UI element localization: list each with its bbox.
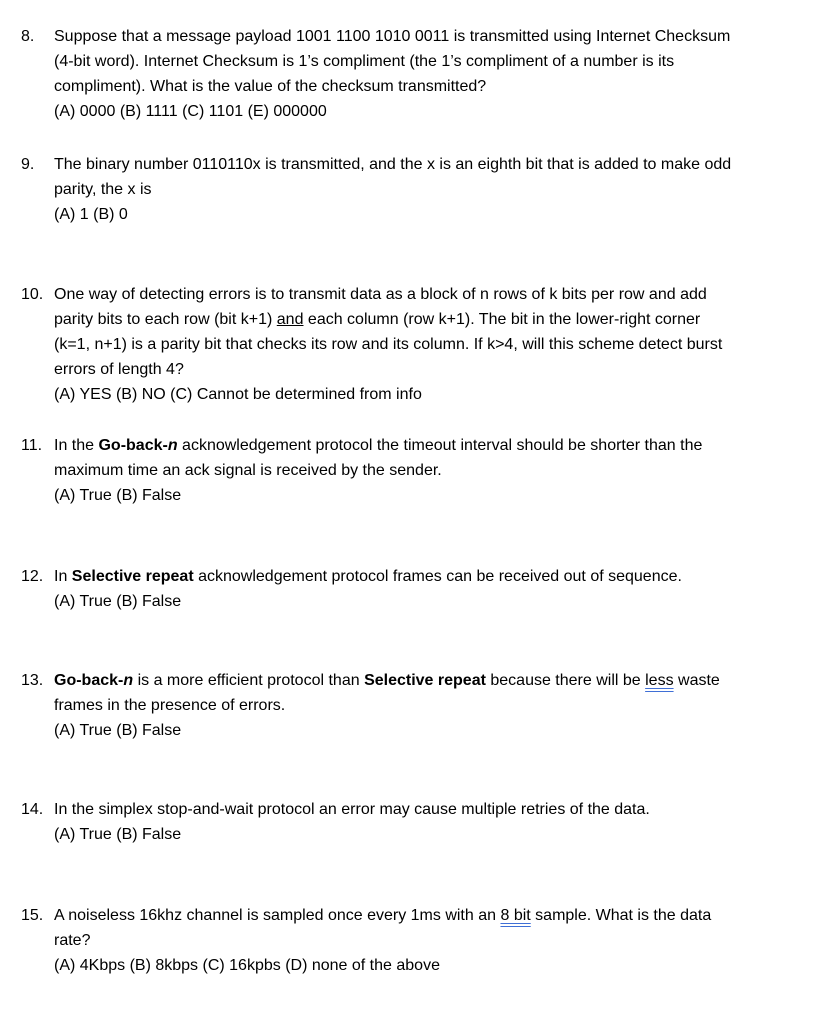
question-text-line: rate?: [54, 932, 91, 949]
question-text-line-content: parity bits to each row (bit k+1) and each column (row k+1). The bit in the lower-right corner: [54, 311, 701, 328]
question-number: 9.: [21, 156, 35, 173]
question-number: 14.: [21, 801, 44, 818]
protocol-name: Go-back-n: [54, 672, 134, 689]
answer-options: (A) 1 (B) 0: [54, 206, 128, 223]
answer-options: (A) True (B) False: [54, 487, 182, 504]
question-number: 10.: [21, 286, 44, 303]
question-text-line: (4-bit word). Internet Checksum is 1’s compliment (the 1’s compliment of a number is its: [54, 53, 675, 70]
answer-options: (A) 4Kbps (B) 8kbps (C) 16kpbs (D) none of the above: [54, 957, 440, 974]
question-text-line: The binary number 0110110x is transmitted, and the x is an eighth bit that is added to make odd: [54, 156, 732, 173]
question-number: 12.: [21, 568, 44, 585]
answer-options: (A) True (B) False: [54, 722, 182, 739]
question-text-line: parity, the x is: [54, 181, 152, 198]
answer-options: (A) True (B) False: [54, 593, 182, 610]
answer-options: (A) YES (B) NO (C) Cannot be determined from info: [54, 386, 422, 403]
question-number: 13.: [21, 672, 44, 689]
answer-options: (A) True (B) False: [54, 826, 182, 843]
protocol-name: Selective repeat: [71, 568, 194, 585]
question-text-line: A noiseless 16khz channel is sampled once every 1ms with an 8 bit sample. What is the data: [54, 907, 712, 924]
question-text-line: In Selective repeat acknowledgement protocol frames can be received out of sequence.: [54, 568, 682, 585]
question-number: 11.: [21, 437, 43, 454]
underlined-word: and: [276, 311, 304, 328]
question-text-line: (k=1, n+1) is a parity bit that checks its row and its column. If k>4, will this scheme detect burst: [54, 336, 723, 353]
protocol-name: Go-back-n: [98, 437, 178, 454]
answer-options: (A) 0000 (B) 1111 (C) 1101 (E) 000000: [54, 103, 327, 120]
question-number: 15.: [21, 907, 44, 924]
protocol-name: Selective repeat: [364, 672, 486, 689]
question-text-line: frames in the presence of errors.: [54, 697, 286, 714]
question-text-line: Suppose that a message payload 1001 1100 1010 0011 is transmitted using Internet Checksum: [54, 28, 731, 45]
question-text-line: One way of detecting errors is to transmit data as a block of n rows of k bits per row and add: [54, 286, 707, 303]
question-text-line: [54, 307, 817, 332]
question-text-line: compliment). What is the value of the checksum transmitted?: [54, 78, 487, 95]
grammar-flagged-word: 8 bit: [500, 907, 531, 924]
question-text-line: Go-back-n is a more efficient protocol than Selective repeat because there will be less waste: [54, 672, 720, 689]
question-text-line: In the Go-back-n acknowledgement protocol the timeout interval should be shorter than the: [54, 437, 703, 454]
question-text-line: In the simplex stop-and-wait protocol an error may cause multiple retries of the data.: [54, 801, 650, 818]
grammar-flagged-word: less: [645, 672, 674, 689]
question-number: 8.: [21, 28, 35, 45]
question-text-line: maximum time an ack signal is received by the sender.: [54, 462, 442, 479]
question-text-line: errors of length 4?: [54, 361, 184, 378]
